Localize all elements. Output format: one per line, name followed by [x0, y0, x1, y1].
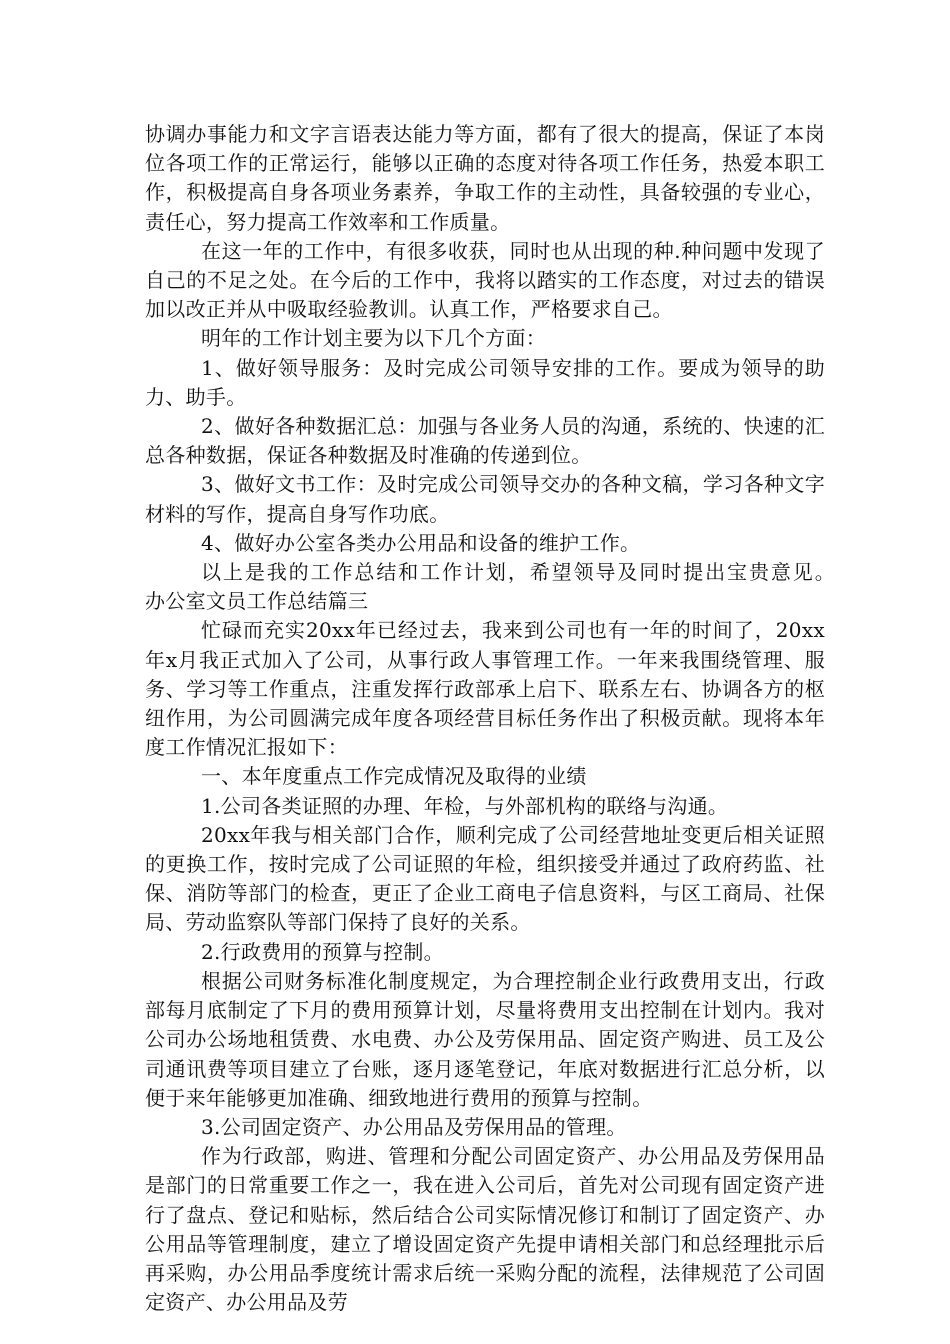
subheading-budget: 2.行政费用的预算与控制。	[201, 939, 444, 964]
subheading-licenses: 1.公司各类证照的办理、年检，与外部机构的联络与沟通。	[201, 793, 729, 818]
paragraph-licenses: 20xx年我与相关部门合作，顺利完成了公司经营地址变更后相关证照的更换工作，按时完成了公司证照的年检，组织接受并通过了政府药监、社保、消防等部门的检查，更正了企业工商电子信息资料，与区工商局、社保局、劳动监察队等部门保持了良好的关系。	[145, 822, 825, 935]
document-page	[145, 120, 866, 1317]
subheading-assets: 3.公司固定资产、办公用品及劳保用品的管理。	[201, 1114, 627, 1139]
paragraph-year-intro: 忙碌而充实20xx年已经过去，我来到公司也有一年的时间了，20xx年x月我正式加入了公司，从事行政人事管理工作。一年来我围绕管理、服务、学习等工作重点，注重发挥行政部承上启下、联系左右、协调各方的枢纽作用，为公司圆满完成年度各项经营目标任务作出了积极贡献。现将本年度工作情况汇报如下：	[145, 618, 825, 760]
plan-item-4: 4、做好办公室各类办公用品和设备的维护工作。	[201, 530, 641, 555]
plan-item-2: 2、做好各种数据汇总：加强与各业务人员的沟通，系统的、快速的汇总各种数据，保证各种数据及时准确的传递到位。	[145, 414, 825, 468]
paragraph-reflection: 在这一年的工作中，有很多收获，同时也从出现的种.种问题中发现了自己的不足之处。在今后的工作中，我将以踏实的工作态度，对过去的错误加以改正并从中吸取经验教训。认真工作，严格要求自己。	[145, 238, 825, 322]
paragraph-continuation: 协调办事能力和文字言语表达能力等方面，都有了很大的提高，保证了本岗位各项工作的正常运行，能够以正确的态度对待各项工作任务，热爱本职工作，积极提高自身各项业务素养，争取工作的主动性，具备较强的专业心，责任心，努力提高工作效率和工作质量。	[145, 122, 825, 234]
paragraph-plan-intro: 明年的工作计划主要为以下几个方面：	[201, 326, 547, 351]
section-heading-achievements: 一、本年度重点工作完成情况及取得的业绩	[201, 764, 587, 789]
plan-item-3: 3、做好文书工作：及时完成公司领导交办的各种文稿，学习各种文字材料的写作，提高自身写作功底。	[145, 472, 825, 526]
paragraph-assets: 作为行政部，购进、管理和分配公司固定资产、办公用品及劳保用品是部门的日常重要工作之一，我在进入公司后，首先对公司现有固定资产进行了盘点、登记和贴标，然后结合公司实际情况修订和制订了固定资产、办公用品等管理制度，建立了增设固定资产先提申请相关部门和总经理批示后再采购，办公用品季度统计需求后统一采购分配的流程，法律规范了公司固定资产、办公用品及劳	[145, 1144, 825, 1315]
plan-item-1: 1、做好领导服务：及时完成公司领导安排的工作。要成为领导的助力、助手。	[145, 355, 825, 409]
paragraph-closing-and-section-title: 以上是我的工作总结和工作计划，希望领导及同时提出宝贵意见。 办公室文员工作总结篇三	[145, 560, 866, 614]
paragraph-budget: 根据公司财务标准化制度规定，为合理控制企业行政费用支出，行政部每月底制定了下月的费用预算计划，尽量将费用支出控制在计划内。我对公司办公场地租赁费、水电费、办公及劳保用品、固定资产购进、员工及公司通讯费等项目建立了台账，逐月逐笔登记，年底对数据进行汇总分析，以便于来年能够更加准确、细致地进行费用的预算与控制。	[145, 968, 825, 1110]
